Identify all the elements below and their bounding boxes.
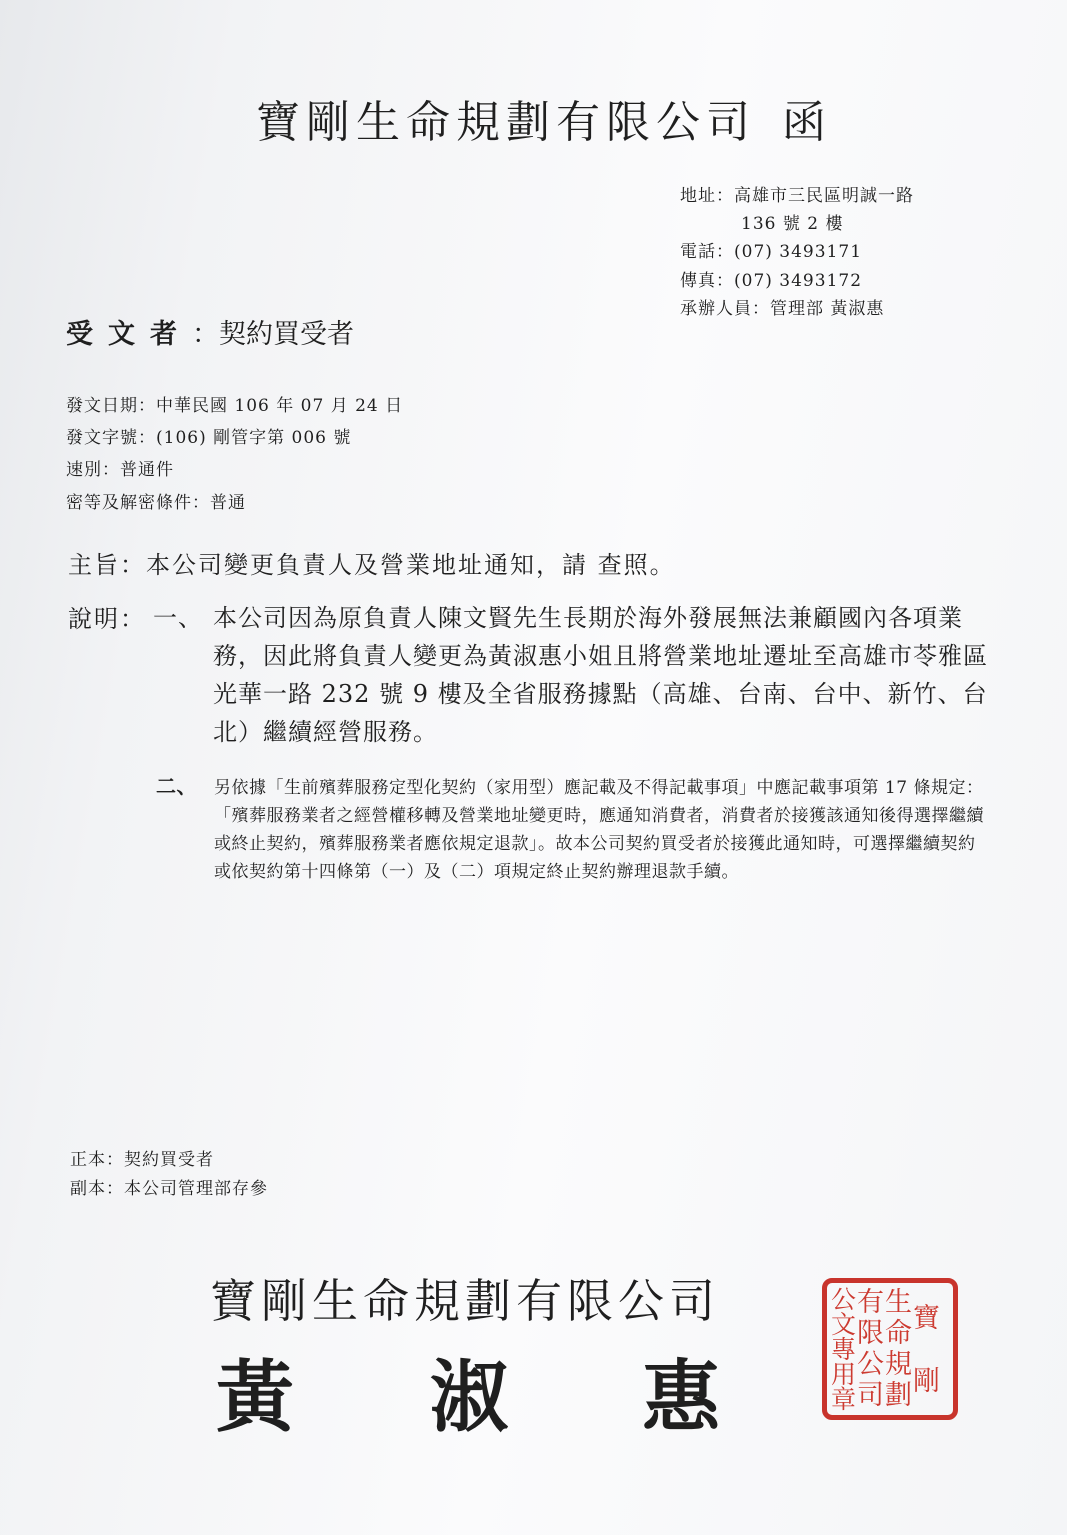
- seal-char: 司: [857, 1380, 885, 1411]
- explanation-label: 說明：: [68, 605, 146, 633]
- signature-char-1: 黃: [216, 1353, 295, 1443]
- seal-column: [913, 1287, 940, 1413]
- doc-number: 發文字號：(106) 剛管字第 006 號: [66, 428, 352, 448]
- signature-char-2: 淑: [430, 1353, 509, 1443]
- sender-address-2: 136 號 2 樓: [741, 214, 844, 234]
- issue-date: 發文日期：中華民國 106 年 07 月 24 日: [66, 396, 404, 416]
- security-class: 密等及解密條件：普通: [66, 493, 246, 513]
- seal-char: 寶: [913, 1303, 941, 1334]
- item-1-text: 本公司因為原負責人陳文賢先生長期於海外發展無法兼顧國內各項業務，因此將負責人變更為黃淑惠小姐且將營業地址遷址至高雄市苓雅區光華一路 232 號 9 樓及全省服務據點（高雄、台南、台中、新竹、台北）繼續經營服務。: [213, 604, 988, 746]
- recipient: [66, 312, 354, 351]
- seal-char: 公: [831, 1285, 857, 1314]
- seal-column: [831, 1287, 856, 1413]
- item-2-text: 另依據「生前殯葬服務定型化契約（家用型）應記載及不得記載事項」中應記載事項第 17 條規定：「殯葬服務業者之經營權移轉及營業地址變更時，應通知消費者，消費者於接獲該通知後得選擇繼續或終止契約，殯葬服務業者應依規定退款」。故本公司契約買受者於接獲此通知時，可選擇繼續契約或依契約第十四條第（一）及（二）項規定終止契約辦理退款手續。: [214, 778, 984, 882]
- original-copy: 正本：契約買受者: [70, 1150, 214, 1170]
- explanation-item-1: [153, 599, 993, 751]
- recipient-label: 受文者: [66, 319, 192, 350]
- seal-char: 命: [885, 1318, 913, 1349]
- seal-char: 用: [831, 1360, 857, 1389]
- speed-class: 速別：普通件: [66, 460, 174, 480]
- seal-char: 章: [831, 1385, 857, 1414]
- signature-company: 寶剛生命規劃有限公司: [210, 1274, 720, 1328]
- letter-title: [256, 86, 832, 150]
- seal-char: 文: [831, 1310, 857, 1339]
- company-name: 寶剛生命規劃有限公司: [256, 97, 756, 148]
- doc-type: 函: [782, 97, 832, 148]
- seal-char: 生: [885, 1287, 913, 1318]
- seal-char: 有: [857, 1287, 885, 1318]
- seal-column: [857, 1287, 884, 1413]
- seal-text: [831, 1287, 940, 1413]
- explanation-item-2: [156, 774, 989, 886]
- sender-fax: 傳真：(07) 3493172: [680, 271, 863, 291]
- item-2-number: 二、: [156, 774, 197, 798]
- duplicate-copy: 副本：本公司管理部存參: [70, 1179, 268, 1199]
- seal-char: 剛: [913, 1366, 941, 1397]
- signature-char-3: 惠: [642, 1353, 721, 1443]
- seal-char: 規: [885, 1349, 913, 1380]
- recipient-value: ：契約買受者: [192, 319, 354, 350]
- seal-char: 公: [857, 1349, 885, 1380]
- sender-phone: 電話：(07) 3493171: [680, 242, 863, 262]
- item-1-number: 一、: [153, 604, 203, 632]
- company-seal: [822, 1278, 958, 1420]
- seal-char: 專: [831, 1335, 857, 1364]
- sender-address: 地址：高雄市三民區明誠一路: [680, 186, 914, 206]
- subject-line: 主旨：本公司變更負責人及營業地址通知，請 查照。: [68, 551, 676, 579]
- seal-char: 限: [857, 1318, 885, 1349]
- seal-char: 劃: [885, 1380, 913, 1411]
- seal-column: [885, 1287, 912, 1413]
- sender-handler: 承辦人員：管理部 黃淑惠: [680, 299, 885, 319]
